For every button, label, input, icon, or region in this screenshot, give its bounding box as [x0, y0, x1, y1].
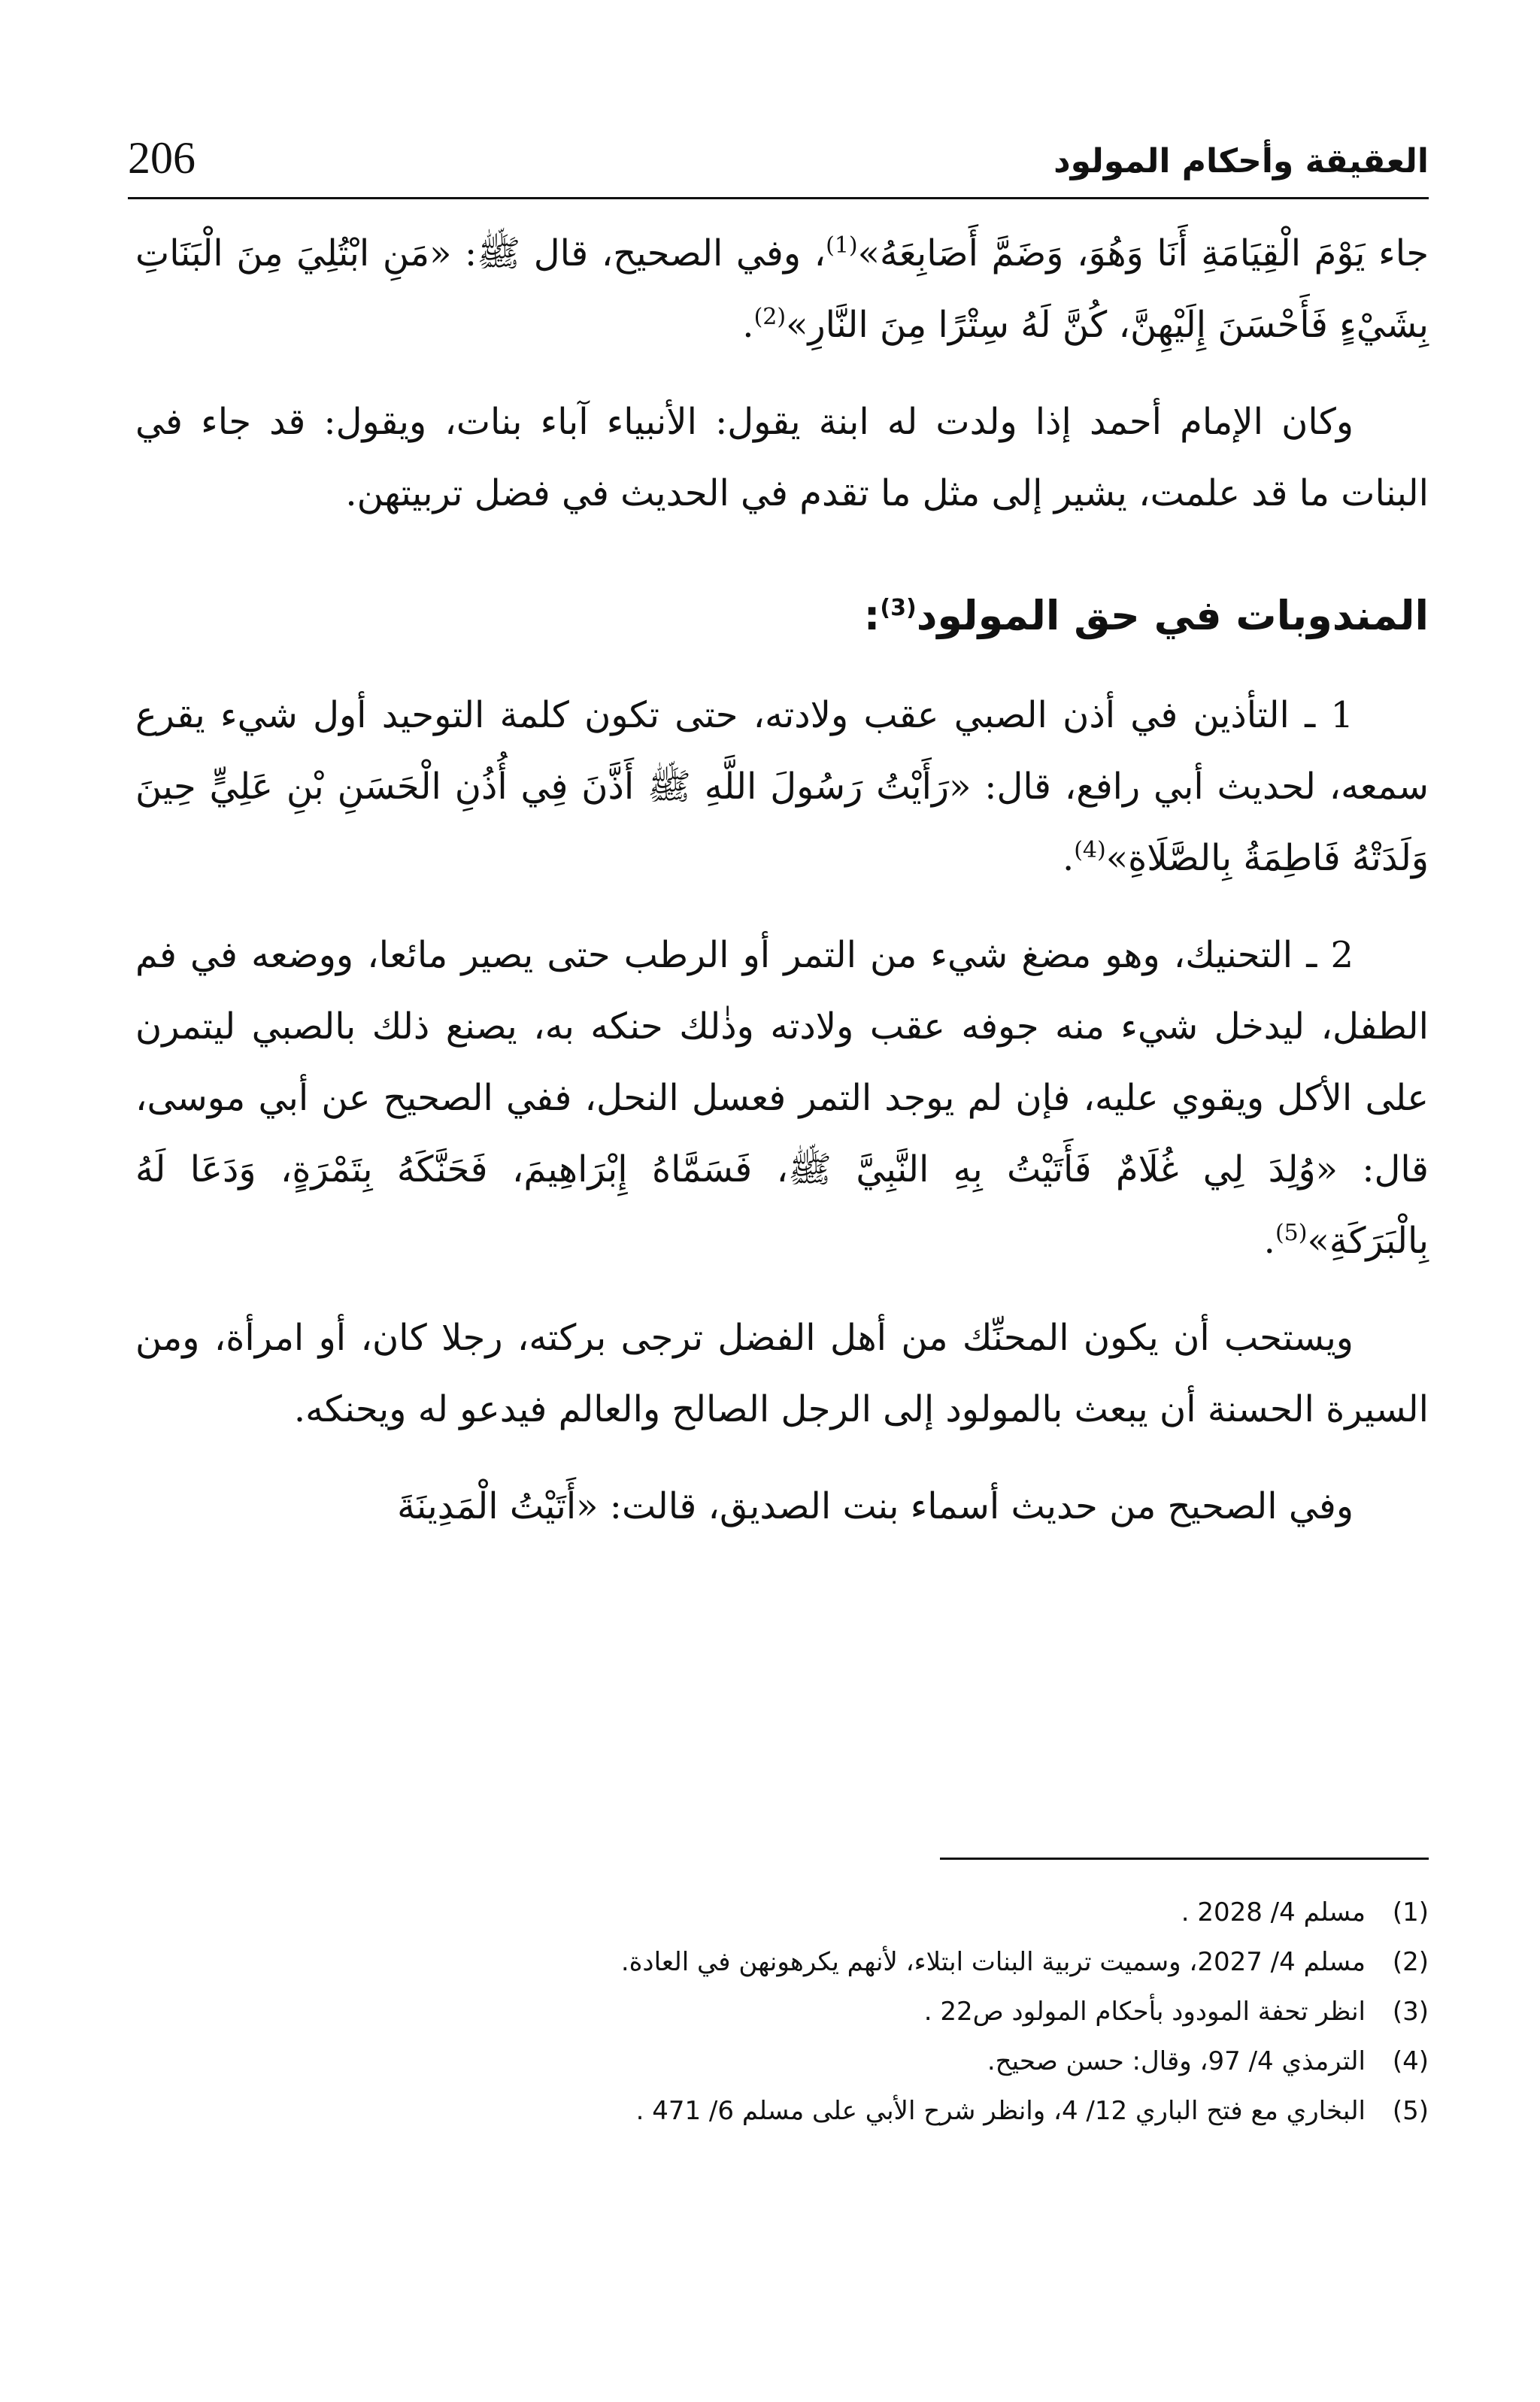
paragraph-item-1: 1 ـ التأذين في أذن الصبي عقب ولادته، حتى تكون كلمة التوحيد أول شيء يقرع سمعه، لحديث أبي رافع، قال: «رَأَيْتُ رَسُولَ اللَّهِ ﷺ أَذَّنَ فِي أُذُنِ الْحَسَنِ بْنِ عَلِيٍّ حِينَ وَلَدَتْهُ فَاطِمَةُ بِالصَّلَاةِ»$^{(4)}$. [135, 694, 1429, 879]
page-number: 206 [128, 133, 196, 183]
paragraph-asma-hadith: وفي الصحيح من حديث أسماء بنت الصديق، قالت: «أَتَيْتُ الْمَدِينَةَ [397, 1485, 1354, 1527]
main-text [135, 218, 1429, 1568]
footnote-ref-1[interactable]: (1) [826, 232, 858, 259]
page-header [128, 105, 1429, 183]
header-rule [128, 197, 1429, 199]
footnote-ref-4[interactable]: (4) [1074, 837, 1106, 863]
section-heading: المندوبات في حق المولود$^{(3)}$: [863, 592, 1429, 639]
paragraph-tahnik-person: ويستحب أن يكون المحنِّك من أهل الفضل ترجى بركته، رجلا كان، أو امرأة، ومن السيرة الحسنة أن يبعث بالمولود إلى الرجل الصالح والعالم فيدعو له ويحنكه. [135, 1317, 1429, 1430]
footnote-1: (1) مسلم 4/ 2028 . [1181, 1897, 1429, 1927]
paragraph-hadith-continuation: جاء يَوْمَ الْقِيَامَةِ أَنَا وَهُوَ، وَضَمَّ أَصَابِعَهُ»$^{(1)}$، وفي الصحيح، قال ﷺ: «مَنِ ابْتُلِيَ مِنَ الْبَنَاتِ بِشَيْءٍ فَأَحْسَنَ إِلَيْهِنَّ، كُنَّ لَهُ سِتْرًا مِنَ النَّارِ»$^{(2)}$. [135, 232, 1429, 346]
footnote-3: (3) انظر تحفة المودود بأحكام المولود ص22 . [923, 1997, 1429, 2027]
footnote-rule [940, 1858, 1429, 1860]
footnote-ref-3[interactable]: (3) [880, 595, 917, 621]
footnotes [135, 1888, 1429, 2136]
footnote-4: (4) الترمذي 4/ 97، وقال: حسن صحيح. [987, 2046, 1429, 2076]
footnote-2: (2) مسلم 4/ 2027، وسميت تربية البنات ابتلاء، لأنهم يكرهونهن في العادة. [620, 1947, 1429, 1977]
paragraph-imam-ahmad: وكان الإمام أحمد إذا ولدت له ابنة يقول: الأنبياء آباء بنات، ويقول: قد جاء في البنات ما قد علمت، يشير إلى مثل ما تقدم في الحديث في فضل تربيتهن. [135, 401, 1429, 514]
footnote-ref-2[interactable]: (2) [753, 304, 787, 330]
footnote-5: (5) البخاري مع فتح الباري 12/ 4، وانظر شرح الأبي على مسلم 6/ 471 . [635, 2096, 1429, 2126]
footnote-ref-5[interactable]: (5) [1275, 1220, 1308, 1246]
running-title: العقيقة وأحكام المولود [1053, 142, 1429, 180]
paragraph-item-2: 2 ـ التحنيك، وهو مضغ شيء من التمر أو الرطب حتى يصير مائعا، ووضعه في فم الطفل، ليدخل شيء منه جوفه عقب ولادته وذٰلك حنكه به، يصنع ذلك بالصبي ليتمرن على الأكل ويقوي عليه، فإن لم يوجد التمر فعسل النحل، ففي الصحيح عن أبي موسى، قال: «وُلِدَ لِي غُلَامٌ فَأَتَيْتُ بِهِ النَّبِيَّ ﷺ، فَسَمَّاهُ إِبْرَاهِيمَ، فَحَنَّكَهُ بِتَمْرَةٍ، وَدَعَا لَهُ بِالْبَرَكَةِ»$^{(5)}$. [135, 934, 1429, 1262]
